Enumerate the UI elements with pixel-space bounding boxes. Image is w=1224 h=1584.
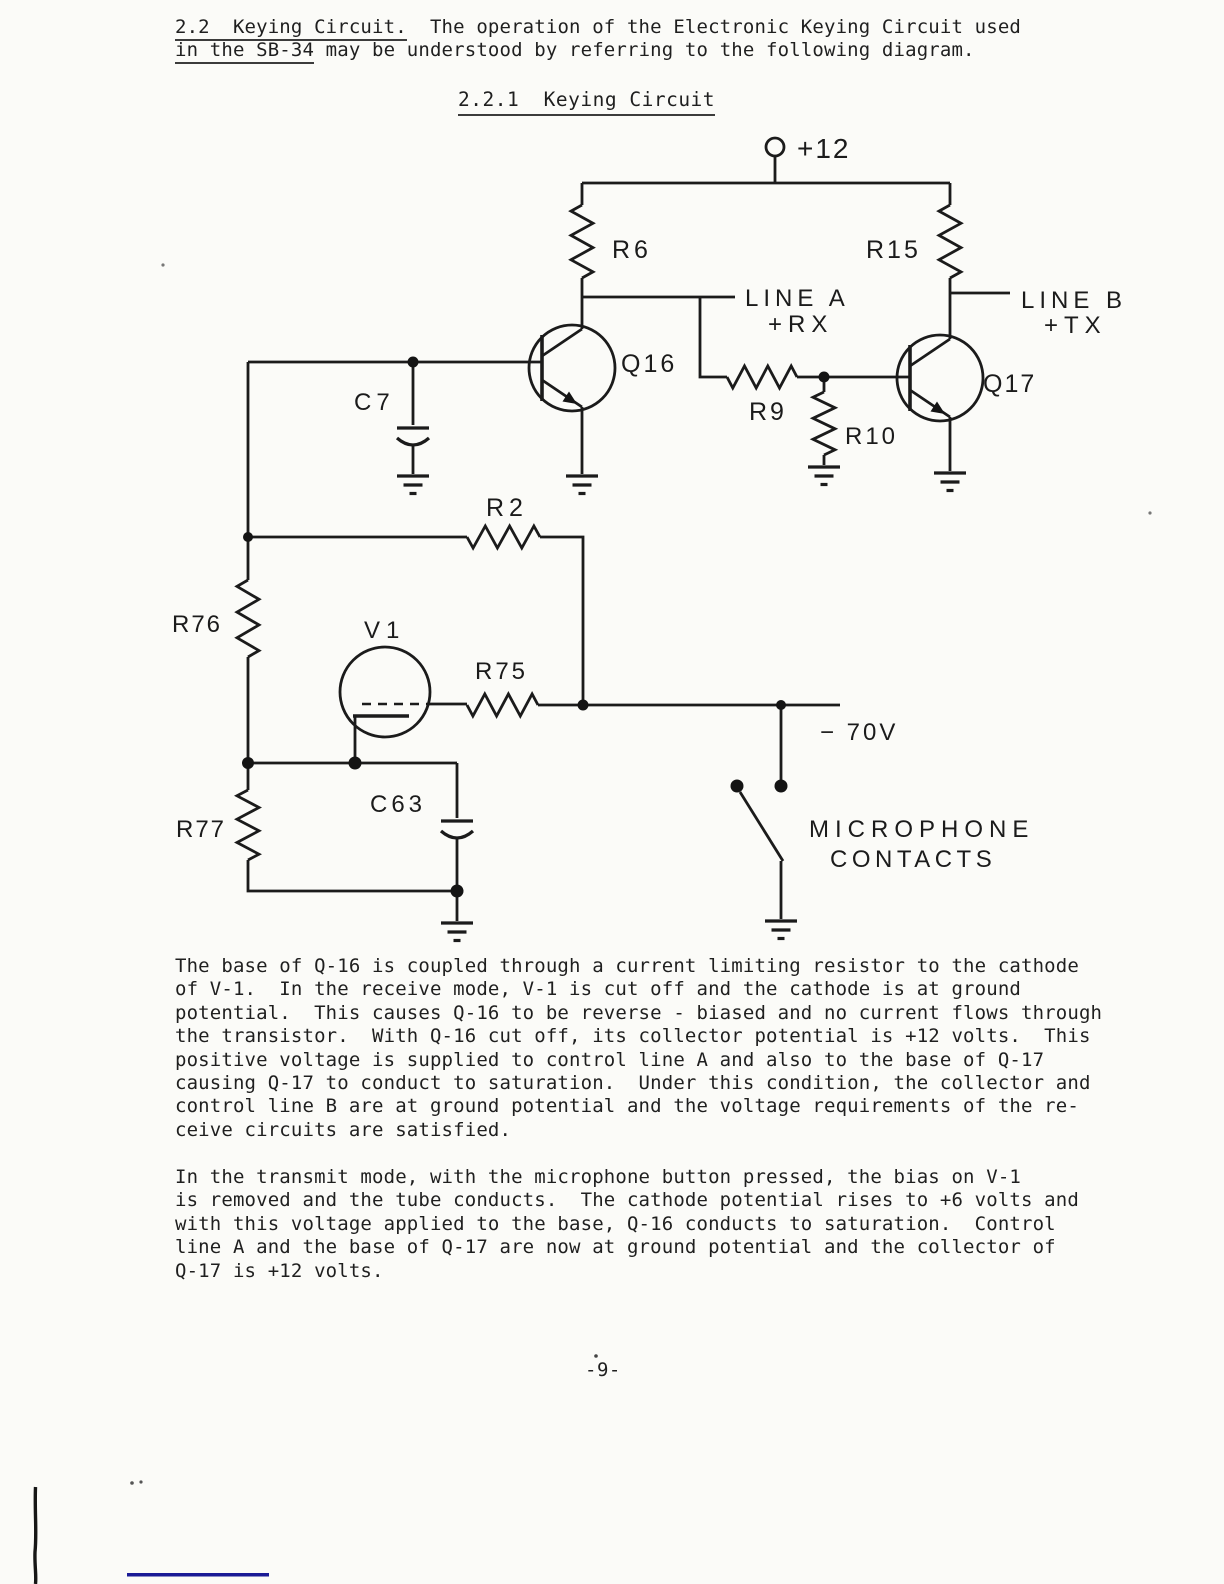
- paragraph-line: ceive circuits are satisfied.: [175, 1118, 512, 1141]
- label-r77: R77: [176, 816, 227, 843]
- switch-arm: [740, 792, 783, 861]
- label-q16: Q16: [621, 350, 678, 378]
- body-paragraph-2: [175, 1166, 1079, 1283]
- label-line-a: LINE A: [745, 285, 850, 312]
- label-r75: R75: [475, 658, 529, 685]
- intro-line-1-text: The operation of the Electronic Keying Circuit used: [406, 16, 1021, 38]
- microphone-switch-symbol: [731, 780, 788, 862]
- scan-speck: [161, 263, 164, 266]
- junction-dots: [242, 357, 830, 898]
- transistor-q17-symbol: [897, 335, 983, 421]
- resistor-r75-symbol: [467, 694, 538, 716]
- ink-streak: [35, 1487, 36, 1584]
- tube-v1-symbol: [340, 647, 430, 737]
- label-microphone-contacts-line1: MICROPHONE: [809, 816, 1035, 843]
- body-paragraph-1: [175, 955, 1102, 1142]
- resistor-r2-symbol: [467, 526, 540, 548]
- circuit-wires: [248, 156, 1010, 921]
- label-r2: R2: [486, 494, 528, 522]
- capacitor-c63-symbol: [441, 821, 473, 838]
- label-r76: R76: [172, 611, 223, 638]
- label-line-b-tx: +TX: [1044, 312, 1107, 339]
- paragraph-line: is removed and the tube conducts. The cathode potential rises to +6 volts and: [175, 1189, 1079, 1212]
- label-microphone-contacts-line2: CONTACTS: [830, 846, 997, 873]
- resistor-r77-symbol: [237, 790, 259, 860]
- paragraph-line: line A and the base of Q-17 are now at ground potential and the collector of: [175, 1236, 1056, 1259]
- scan-speck: [1148, 511, 1151, 514]
- ground-symbol: [566, 476, 598, 494]
- blue-line: [127, 1573, 269, 1577]
- paragraph-line: of V-1. In the receive mode, V-1 is cut off and the cathode is at ground: [175, 978, 1021, 1001]
- resistor-r15-symbol: [939, 205, 961, 278]
- label-r6: R6: [612, 236, 652, 264]
- scan-speck: [130, 1481, 134, 1485]
- figure-title: 2.2.1 Keying Circuit: [458, 88, 715, 116]
- switch-contact-left: [731, 780, 744, 793]
- label-line-b: LINE B: [1021, 287, 1128, 314]
- label-c63: C63: [370, 791, 427, 818]
- label-line-a-rx: +RX: [768, 311, 834, 338]
- paragraph-line: Q-17 is +12 volts.: [175, 1259, 384, 1282]
- switch-contact-right: [775, 780, 788, 793]
- ground-symbol: [934, 473, 966, 491]
- paragraph-line: control line B are at ground potential and the voltage requirements of the re-: [175, 1095, 1079, 1118]
- label-r15: R15: [866, 236, 921, 264]
- q16-emitter-arrow: [563, 392, 578, 405]
- wire-lower-section: [248, 362, 840, 921]
- paragraph-line: In the transmit mode, with the microphone button pressed, the bias on V-1: [175, 1166, 1021, 1188]
- label-r9: R9: [749, 398, 787, 426]
- resistor-r10-symbol: [813, 392, 835, 455]
- paragraph-line: potential. This causes Q-16 to be reverse - biased and no current flows through: [175, 1001, 1103, 1024]
- ground-symbol: [808, 467, 840, 485]
- model-reference: in the SB-34: [175, 39, 314, 64]
- label-v1: V1: [364, 617, 406, 644]
- scan-artifacts: [35, 263, 1152, 1584]
- ground-symbol: [765, 921, 797, 939]
- scan-speck: [594, 1354, 598, 1358]
- intro-line-2-text: may be understood by referring to the following diagram.: [314, 39, 975, 62]
- capacitor-c7-symbol: [397, 428, 429, 445]
- paragraph-line: positive voltage is supplied to control line A and also to the base of Q-17: [175, 1048, 1045, 1071]
- supply-terminal-circle: [766, 138, 784, 156]
- q17-emitter-arrow: [931, 402, 946, 415]
- paragraph-line: causing Q-17 to conduct to saturation. Under this condition, the collector and: [175, 1072, 1091, 1095]
- paragraph-line: The base of Q-16 is coupled through a current limiting resistor to the cathode: [175, 955, 1079, 977]
- section-heading: 2.2 Keying Circuit.: [175, 16, 407, 41]
- page-number: -9-: [585, 1359, 621, 1381]
- ground-symbol: [441, 923, 473, 941]
- ground-symbol: [397, 476, 429, 494]
- label-supply: +12: [797, 133, 851, 164]
- resistor-r6-symbol: [571, 205, 593, 278]
- paragraph-line: with this voltage applied to the base, Q-16 conducts to saturation. Control: [175, 1212, 1056, 1235]
- label-neg70v: − 70V: [820, 719, 899, 746]
- label-c7: C7: [354, 389, 395, 416]
- transistor-q16-symbol: [529, 325, 615, 411]
- paragraph-line: the transistor. With Q-16 cut off, its collector potential is +12 volts. This: [175, 1025, 1091, 1048]
- scan-speck: [139, 1480, 142, 1483]
- resistor-r76-symbol: [237, 580, 259, 657]
- label-q17: Q17: [983, 370, 1037, 398]
- resistor-r9-symbol: [727, 366, 797, 388]
- label-r10: R10: [845, 423, 899, 450]
